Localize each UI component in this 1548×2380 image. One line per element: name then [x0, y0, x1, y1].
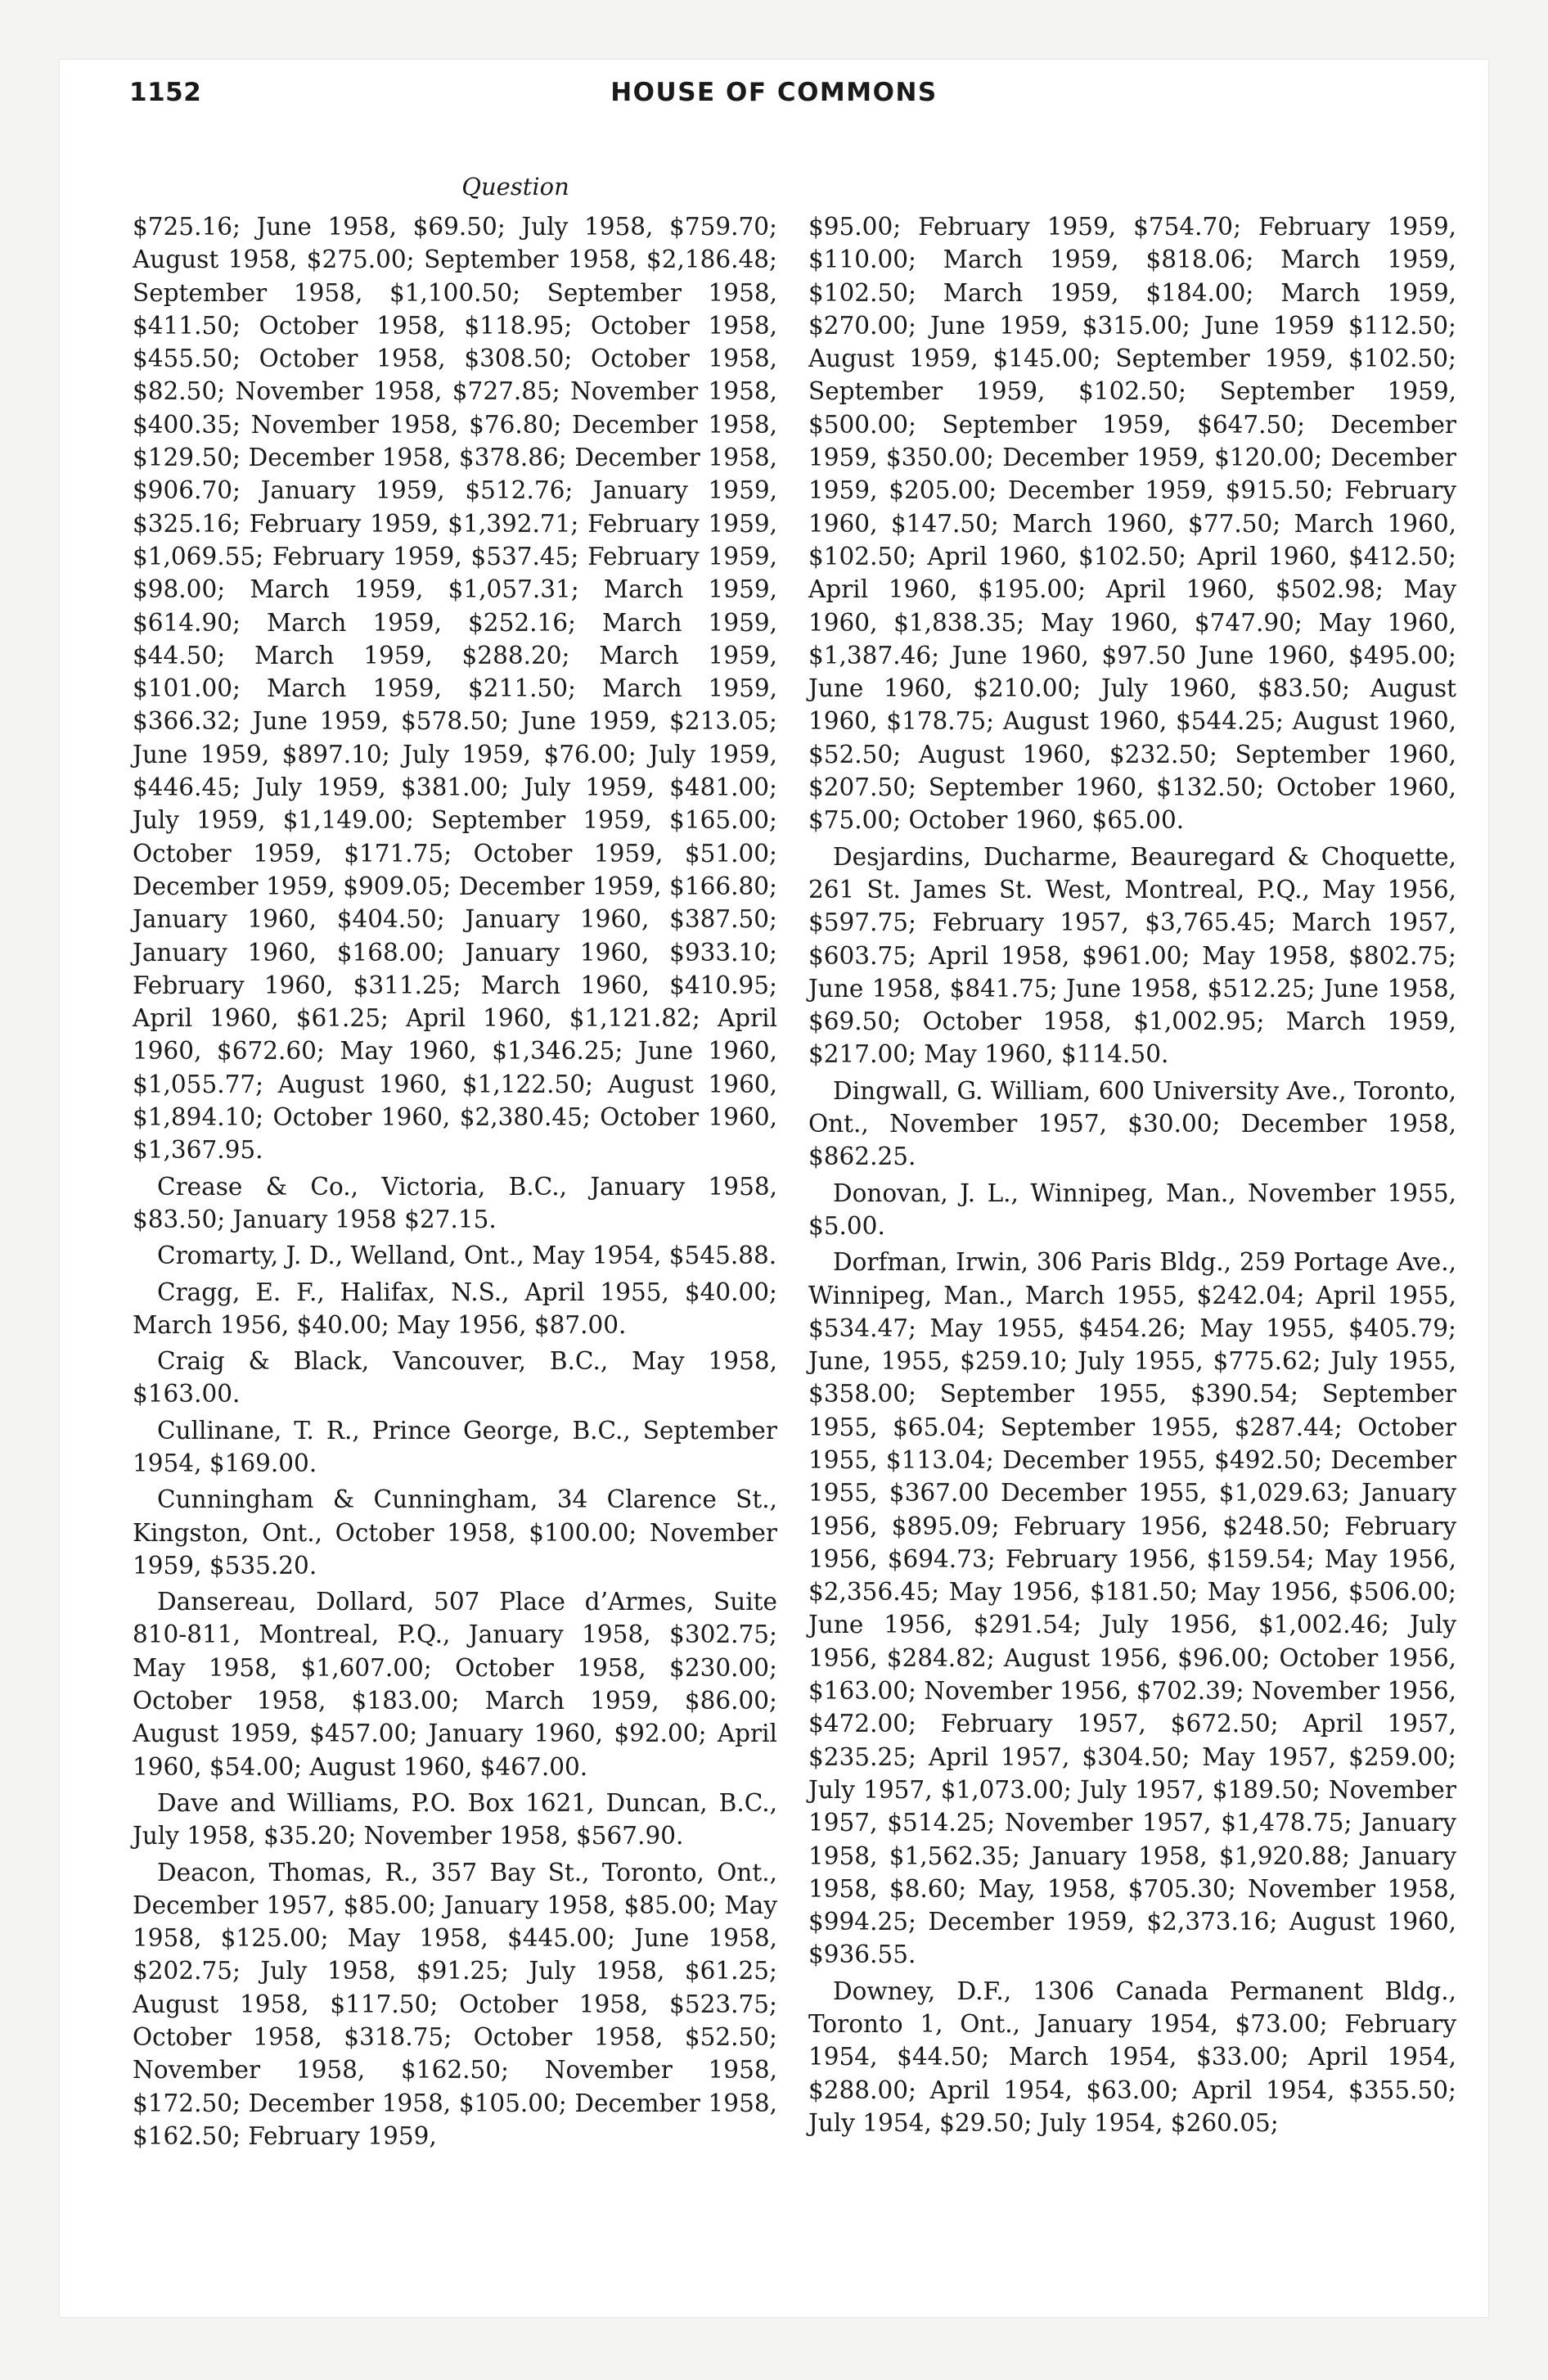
- page-number: 1152: [129, 78, 202, 107]
- entry: Crease & Co., Victoria, B.C., January 1958, $83.50; January 1958 $27.15.: [133, 1172, 777, 1233]
- left-column: [133, 210, 777, 2152]
- page-header: [61, 78, 1487, 124]
- entry: Cragg, E. F., Halifax, N.S., April 1955, $40.00; March 1956, $40.00; May 1956, $87.00.: [133, 1278, 777, 1339]
- section-label: Question: [461, 173, 569, 201]
- entry: Dansereau, Dollard, 507 Place d’Armes, Suite 810-811, Montreal, P.Q., January 1958, $302.75; May 1958, $1,607.00; October 1958, $230.00; October 1958, $183.00; March 1959, $86.00; August 1959, $457.00; January 1960, $92.00; April 1960, $54.00; August 1960, $467.00.: [133, 1588, 777, 1781]
- entry: Donovan, J. L., Winnipeg, Man., November 1955, $5.00.: [808, 1179, 1456, 1240]
- entry-continuation: $95.00; February 1959, $754.70; February 1959, $110.00; March 1959, $818.06; March 1959, $102.50; March 1959, $184.00; March 1959, $270.00; June 1959, $315.00; June 1959 $112.50; August 1959, $145.00; September 1959, $102.50; September 1959, $102.50; September 1959, $500.00; September 1959, $647.50; December 1959, $350.00; December 1959, $120.00; December 1959, $205.00; December 1959, $915.50; February 1960, $147.50; March 1960, $77.50; March 1960, $102.50; April 1960, $102.50; April 1960, $412.50; April 1960, $195.00; April 1960, $502.98; May 1960, $1,838.35; May 1960, $747.90; May 1960, $1,387.46; June 1960, $97.50 June 1960, $495.00; June 1960, $210.00; July 1960, $83.50; August 1960, $178.75; August 1960, $544.25; August 1960, $52.50; August 1960, $232.50; September 1960, $207.50; September 1960, $132.50; October 1960, $75.00; October 1960, $65.00.: [808, 213, 1456, 835]
- entry: Cunningham & Cunningham, 34 Clarence St., Kingston, Ont., October 1958, $100.00; November 1959, $535.20.: [133, 1485, 777, 1580]
- entry: Cromarty, J. D., Welland, Ont., May 1954, $545.88.: [157, 1242, 777, 1270]
- running-title: HOUSE OF COMMONS: [610, 78, 938, 107]
- entry: Craig & Black, Vancouver, B.C., May 1958, $163.00.: [133, 1347, 777, 1409]
- entry: Dorfman, Irwin, 306 Paris Bldg., 259 Portage Ave., Winnipeg, Man., March 1955, $242.04; April 1955, $534.47; May 1955, $454.26; May 1955, $405.79; June, 1955, $259.10; July 1955, $775.62; July 1955, $358.00; September 1955, $390.54; September 1955, $65.04; September 1955, $287.44; October 1955, $113.04; December 1955, $492.50; December 1955, $367.00 December 1955, $1,029.63; January 1956, $895.09; February 1956, $248.50; February 1956, $694.73; February 1956, $159.54; May 1956, $2,356.45; May 1956, $181.50; May 1956, $506.00; June 1956, $291.54; July 1956, $1,002.46; July 1956, $284.82; August 1956, $96.00; October 1956, $163.00; November 1956, $702.39; November 1956, $472.00; February 1957, $672.50; April 1957, $235.25; April 1957, $304.50; May 1957, $259.00; July 1957, $1,073.00; July 1957, $189.50; November 1957, $514.25; November 1957, $1,478.75; January 1958, $1,562.35; January 1958, $1,920.88; January 1958, $8.60; May, 1958, $705.30; November 1958, $994.25; December 1959, $2,373.16; August 1960, $936.55.: [808, 1248, 1456, 1969]
- entry: Deacon, Thomas, R., 357 Bay St., Toronto, Ont., December 1957, $85.00; January 1958, $85.00; May 1958, $125.00; May 1958, $445.00; June 1958, $202.75; July 1958, $91.25; July 1958, $61.25; August 1958, $117.50; October 1958, $523.75; October 1958, $318.75; October 1958, $52.50; November 1958, $162.50; November 1958, $172.50; December 1958, $105.00; December 1958, $162.50; February 1959,: [133, 1858, 777, 2150]
- entry: Cullinane, T. R., Prince George, B.C., September 1954, $169.00.: [133, 1416, 777, 1477]
- entry: Downey, D.F., 1306 Canada Permanent Bldg., Toronto 1, Ont., January 1954, $73.00; February 1954, $44.50; March 1954, $33.00; April 1954, $288.00; April 1954, $63.00; April 1954, $355.50; July 1954, $29.50; July 1954, $260.05;: [808, 1977, 1456, 2137]
- entry: Desjardins, Ducharme, Beauregard & Choquette, 261 St. James St. West, Montreal, P.Q., May 1956, $597.75; February 1957, $3,765.45; March 1957, $603.75; April 1958, $961.00; May 1958, $802.75; June 1958, $841.75; June 1958, $512.25; June 1958, $69.50; October 1958, $1,002.95; March 1959, $217.00; May 1960, $114.50.: [808, 842, 1456, 1069]
- entry: Dingwall, G. William, 600 University Ave., Toronto, Ont., November 1957, $30.00; December 1958, $862.25.: [808, 1076, 1456, 1171]
- entry-continuation: $725.16; June 1958, $69.50; July 1958, $759.70; August 1958, $275.00; September 1958, $2,186.48; September 1958, $1,100.50; September 1958, $411.50; October 1958, $118.95; October 1958, $455.50; October 1958, $308.50; October 1958, $82.50; November 1958, $727.85; November 1958, $400.35; November 1958, $76.80; December 1958, $129.50; December 1958, $378.86; December 1958, $906.70; January 1959, $512.76; January 1959, $325.16; February 1959, $1,392.71; February 1959, $1,069.55; February 1959, $537.45; February 1959, $98.00; March 1959, $1,057.31; March 1959, $614.90; March 1959, $252.16; March 1959, $44.50; March 1959, $288.20; March 1959, $101.00; March 1959, $211.50; March 1959, $366.32; June 1959, $578.50; June 1959, $213.05; June 1959, $897.10; July 1959, $76.00; July 1959, $446.45; July 1959, $381.00; July 1959, $481.00; July 1959, $1,149.00; September 1959, $165.00; October 1959, $171.75; October 1959, $51.00; December 1959, $909.05; December 1959, $166.80; January 1960, $404.50; January 1960, $387.50; January 1960, $168.00; January 1960, $933.10; February 1960, $311.25; March 1960, $410.95; April 1960, $61.25; April 1960, $1,121.82; April 1960, $672.60; May 1960, $1,346.25; June 1960, $1,055.77; August 1960, $1,122.50; August 1960, $1,894.10; October 1960, $2,380.45; October 1960, $1,367.95.: [133, 213, 777, 1165]
- entry: Dave and Williams, P.O. Box 1621, Duncan, B.C., July 1958, $35.20; November 1958, $567.90.: [133, 1788, 777, 1850]
- right-column: [808, 210, 1456, 2139]
